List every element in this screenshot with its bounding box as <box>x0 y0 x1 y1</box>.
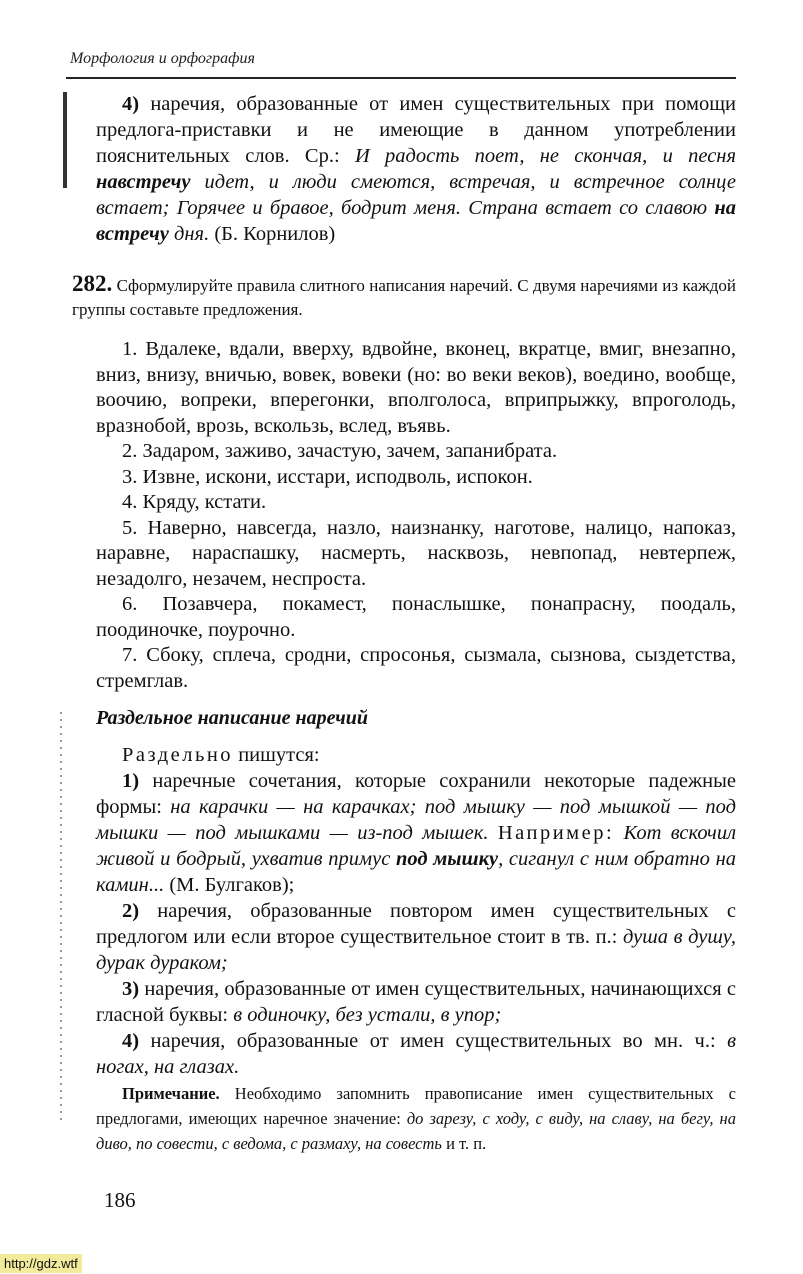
rule-1 <box>96 768 736 898</box>
rule-examples: в ногах, на глазах. <box>96 1030 736 1078</box>
section-title: Раздельное написание наречий <box>96 707 368 729</box>
section-body <box>96 742 736 1080</box>
source-citation: (Б. Корнилов) <box>209 223 336 245</box>
example-bold: навстречу <box>96 171 191 193</box>
intro-paragraph <box>96 91 736 247</box>
rule-number: 4) <box>122 1030 140 1052</box>
example-text: И радость поет, не скончая, и песня <box>354 145 736 167</box>
rule-text: наречные сочетания, которые сохранили некоторые падежные формы: <box>96 770 736 818</box>
rule-4 <box>96 1028 736 1080</box>
rule-examples: душа в душу, дурак дураком; <box>96 926 736 974</box>
note-label: Примечание. <box>122 1084 220 1103</box>
margin-mark <box>63 92 67 188</box>
intro-item <box>96 91 736 247</box>
group-item: 1. Вдалеке, вдали, вверху, вдвойне, вконец, вкратце, вмиг, внезапно, вниз, внизу, вничью, вовек, вовеки (но: во веки веков), воедино, вообще, воочию, вопреки, вперегонки, вполголоса, вприпрыжку, впроголодь, вразнобой, врозь, вскользь, вслед, въявь. <box>96 338 736 437</box>
note-tail: и т. п. <box>441 1134 487 1153</box>
for-example-label: Например: <box>497 822 615 844</box>
exercise-groups <box>96 337 736 694</box>
rule-text: наречия, образованные от имен существительных, начинающихся с гласной буквы: <box>96 978 736 1026</box>
rule-2 <box>96 898 736 976</box>
rule-number: 3) <box>122 978 140 1000</box>
item-number: 4) <box>122 93 140 115</box>
group-item: 5. Наверно, навсегда, назло, наизнанку, наготове, налицо, напоказ, наравне, нараспашку, насмерть, насквозь, невпопад, невтерпеж, незадолго, незачем, неспроста. <box>96 516 736 590</box>
quote-bold: под мышку <box>396 848 499 870</box>
page-number: 186 <box>104 1188 136 1212</box>
group-item: 4. Кряду, кстати. <box>122 491 267 513</box>
note-paragraph <box>96 1081 736 1156</box>
running-head: Морфология и орфография <box>70 50 255 67</box>
lead-spaced: Раздельно <box>122 744 234 766</box>
rule-text: наречия, образованные повтором имен существительных с предлогом или если второе существительное стоит в тв. п.: <box>96 900 736 948</box>
rule-number: 2) <box>122 900 140 922</box>
margin-dots <box>60 712 62 1122</box>
header-rule <box>66 77 736 79</box>
source-citation: (М. Булгаков); <box>164 874 295 896</box>
example-bold: на встречу <box>96 197 736 245</box>
example-text: дня. <box>168 223 210 245</box>
note-examples: до зарезу, с ходу, с виду, на славу, на бегу, на диво, по совести, с ведома, с размаху, на совесть <box>96 1109 736 1153</box>
quote-text: Кот вскочил живой и бодрый, ухватив примус <box>96 822 737 870</box>
group-item: 2. Задаром, заживо, зачастую, зачем, запанибрата. <box>122 440 558 462</box>
item-text: наречия, образованные от имен существительных при помощи предлога-приставки и не имеющие в данном употреблении пояснительных слов. Ср.: <box>96 93 736 167</box>
quote-text: , сиганул с ним обратно на камин... <box>96 848 737 896</box>
section-lead <box>96 742 736 768</box>
exercise-text: Сформулируйте правила слитного написания наречий. С двумя наречиями из каждой группы составьте предложения. <box>72 276 736 319</box>
note <box>96 1081 736 1156</box>
exercise-task <box>72 272 736 322</box>
watermark-link[interactable]: http://gdz.wtf <box>0 1254 82 1273</box>
exercise-number: 282. <box>72 271 113 296</box>
group-item: 3. Извне, искони, исстари, исподволь, испокон. <box>122 465 533 488</box>
rule-text: наречия, образованные от имен существительных во мн. ч.: <box>139 1030 728 1052</box>
rule-number: 1) <box>122 770 140 792</box>
group-item: 6. Позавчера, покамест, понаслышке, понапрасну, поодаль, поодиночке, поурочно. <box>96 593 736 641</box>
example-text: идет, и люди смеются, встречая, и встречное солнце встает; Горячее и бравое, бодрит меня. Страна встает со славою <box>96 171 736 219</box>
exercise-paragraph <box>72 272 736 322</box>
rule-examples: в одиночку, без устали, в упор; <box>233 1004 502 1026</box>
group-item: 7. Сбоку, сплеча, сродни, спросонья, сызмала, сызнова, сыздетства, стремглав. <box>96 644 736 692</box>
rule-examples: на карачки — на карачках; под мышку — под мышкой — под мышки — под мышками — из-под мышек. <box>96 796 736 844</box>
rule-3 <box>96 976 736 1028</box>
note-text: Необходимо запомнить правописание имен существительных с предлогами, имеющих наречное значение: <box>96 1084 736 1128</box>
lead-rest: пишутся: <box>233 744 320 766</box>
